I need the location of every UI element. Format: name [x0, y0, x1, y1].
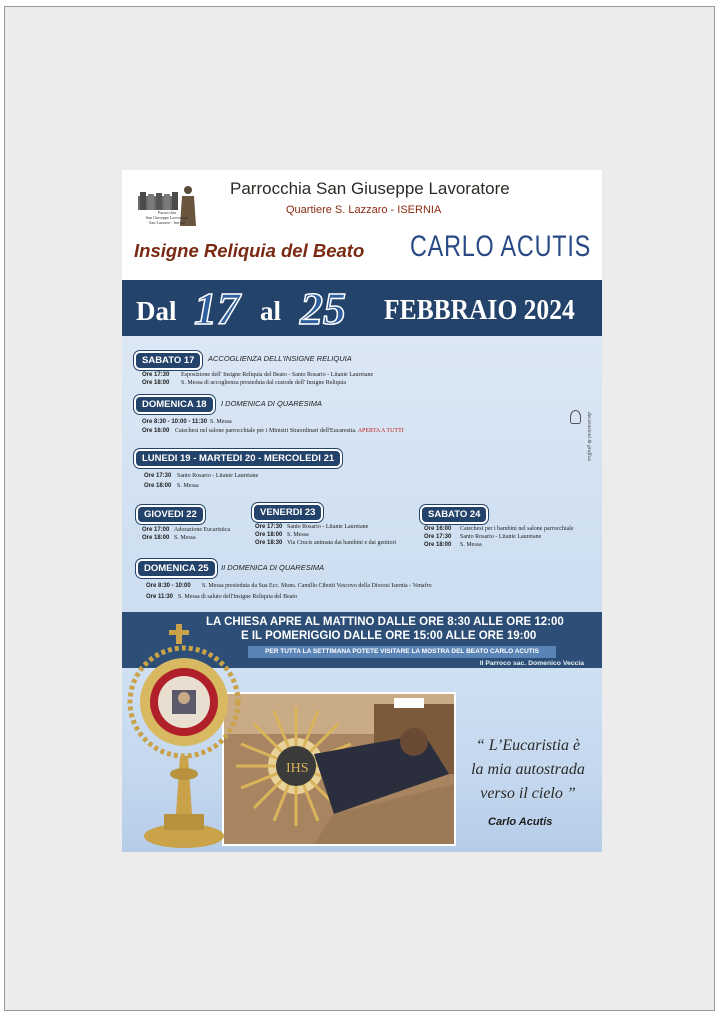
event-item: Ore 18:00 S. Messa — [424, 542, 482, 548]
event-item: Ore 18:00 S. Messa — [142, 535, 196, 541]
event-item: Ore 18:00 S. Messa — [255, 532, 309, 538]
date-from-word: Dal — [136, 296, 177, 326]
opening-line-afternoon: E IL POMERIGGIO DALLE ORE 15:00 ALLE ORE 19:00 — [241, 630, 537, 642]
day-title-sun25: II DOMENICA DI QUARESIMA — [221, 563, 325, 572]
event-item: Ore 11:30 S. Messa di saluto dell'Insigne Reliquia del Beato — [146, 594, 298, 600]
event-item: Ore 18:30 Via Crucis animata dai bambini e dai genitori — [255, 540, 397, 546]
day-label-thu22: GIOVEDI 22 — [136, 505, 205, 524]
quote-text: “ L’Eucaristia è la mia autostrada verso il cielo ” — [471, 737, 585, 802]
event-item: Ore 17:30 Esposizione dell' Insigne Reliquia del Beato - Santo Rosario - Litanie Lauretane — [142, 372, 374, 378]
poster-header — [122, 170, 602, 280]
event-item: Ore 16:00 Catechesi nel salone parrocchiale per i Ministri Straordinari dell'Eucarestia. APERTA A TUTTI — [142, 428, 404, 434]
date-end-day: 25 — [300, 283, 346, 334]
event-item: Ore 18:00 S. Messa — [144, 483, 199, 489]
date-month-year: FEBBRAIO 2024 — [384, 294, 575, 326]
day-label-sat17: SABATO 17 — [134, 351, 202, 370]
event-item: Ore 17:30 Santo Rosario - Litanie Lauretane — [424, 534, 542, 540]
relic-title: Insigne Reliquia del Beato — [134, 240, 365, 261]
date-start-day: 17 — [194, 283, 240, 334]
date-to-word: al — [260, 296, 282, 326]
decor-logo-icon — [570, 410, 581, 424]
credit-text: decorazioni & grafica — [586, 412, 592, 461]
exhibition-banner: PER TUTTA LA SETTIMANA POTETE VISITARE LA MOSTRA DEL BEATO CARLO ACUTIS — [248, 646, 556, 658]
day-label-sun25: DOMENICA 25 — [136, 559, 217, 578]
event-item: Ore 17:30 Santo Rosario - Litanie Lauretane — [144, 473, 259, 479]
day-title-sat17: ACCOGLIENZA DELL'INSIGNE RELIQUIA — [208, 354, 352, 363]
blessed-name: CARLO ACUTIS — [410, 230, 592, 263]
event-poster — [122, 170, 602, 852]
opening-line-morning: LA CHIESA APRE AL MATTINO DALLE ORE 8:30 ALLE ORE 12:00 — [206, 616, 564, 628]
event-item: Ore 17:30 Santo Rosario - Litanie Lauretane — [255, 524, 369, 530]
district-name: Quartiere S. Lazzaro - ISERNIA — [286, 204, 442, 216]
day-label-fri23: VENERDI 23 — [252, 503, 323, 522]
event-item: Ore 18:00 S. Messa di accoglienza presieduta dal custode dell' Insigne Reliquia — [142, 380, 347, 386]
day-label-mon-wed: LUNEDI 19 - MARTEDI 20 - MERCOLEDI 21 — [134, 449, 342, 468]
parish-priest-signature: Il Parroco sac. Domenico Veccia — [479, 660, 584, 667]
reliquary-icon — [124, 624, 244, 852]
day-label-sat24: SABATO 24 — [420, 505, 488, 524]
parish-name: Parrocchia San Giuseppe Lavoratore — [230, 179, 510, 198]
day-label-sun18: DOMENICA 18 — [134, 395, 215, 414]
event-item: Ore 16:00 Catechesi per i bambini nel salone parrocchiale — [424, 526, 574, 532]
quote-author: Carlo Acutis — [488, 816, 553, 828]
day-title-sun18: I DOMENICA DI QUARESIMA — [221, 399, 322, 408]
event-item: Ore 8:30 - 10:00 - 11:30 S. Messa — [142, 419, 232, 425]
event-item: Ore 8:30 - 10:00 S. Messa presieduta da Sua Ecc. Mons. Camillo Cibotti Vescovo della Diocesi Isernia - Venafro — [146, 583, 432, 589]
logo-caption: Parrocchia San Giuseppe Lavoratore San Lazzaro - Isernia — [145, 210, 189, 225]
event-item: Ore 17:00 Adorazione Eucaristica — [142, 527, 231, 533]
blessed-body-photo — [222, 692, 456, 846]
date-band — [122, 280, 602, 336]
svg-text:IHS: IHS — [286, 761, 309, 776]
